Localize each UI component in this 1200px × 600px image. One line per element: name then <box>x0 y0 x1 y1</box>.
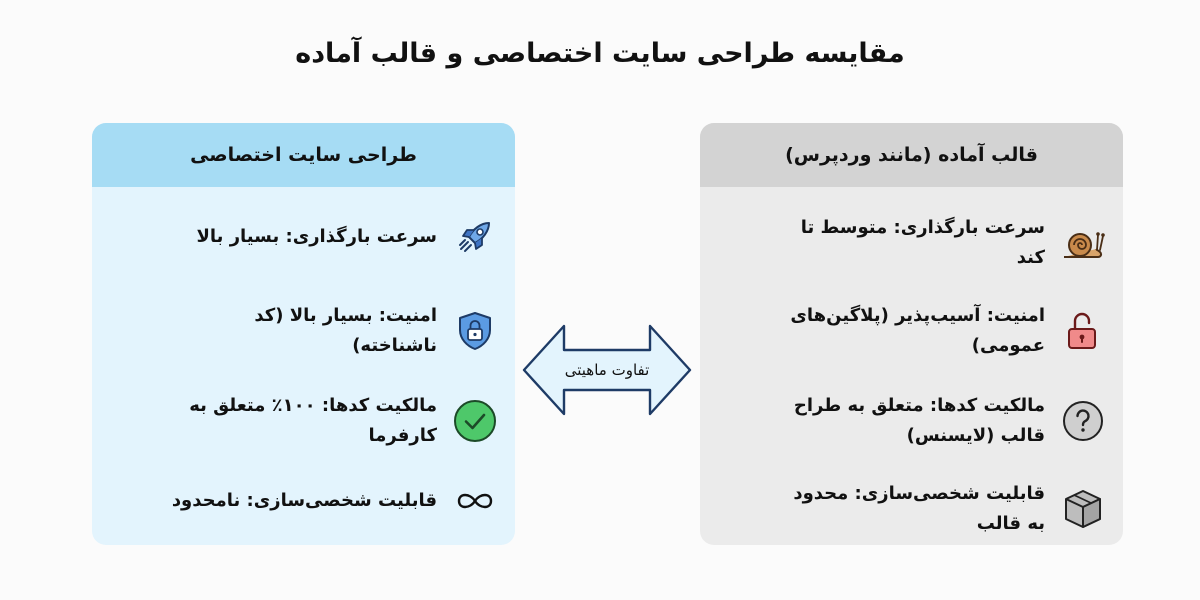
template-header: قالب آماده (مانند وردپرس) <box>700 123 1123 187</box>
template-ownership-text: مالکیت کدها: متعلق به طراح قالب (لایسنس) <box>793 395 1045 446</box>
custom-speed-item <box>169 213 499 261</box>
infinity-icon <box>451 477 499 525</box>
template-speed-text: سرعت بارگذاری: متوسط تا کند <box>800 217 1045 268</box>
template-customization-item <box>777 479 1107 539</box>
template-customization-text: قابلیت شخصی‌سازی: محدود به قالب <box>793 483 1045 534</box>
rocket-icon <box>451 213 499 261</box>
unlocked-padlock-icon <box>1059 307 1107 355</box>
custom-speed-text: سرعت بارگذاری: بسیار بالا <box>196 226 437 247</box>
custom-customization-text: قابلیت شخصی‌سازی: نامحدود <box>171 490 437 511</box>
shield-lock-icon <box>451 307 499 355</box>
custom-security-text: امنیت: بسیار بالا (کد ناشناخته) <box>254 305 437 356</box>
question-circle-icon <box>1059 397 1107 445</box>
check-circle-icon <box>451 397 499 445</box>
snail-icon <box>1059 219 1107 267</box>
template-security-item <box>777 301 1107 361</box>
difference-label: تفاوت ماهیتی <box>564 361 650 379</box>
template-speed-item <box>777 213 1107 273</box>
template-security-text: امنیت: آسیب‌پذیر (پلاگین‌های عمومی) <box>790 305 1045 356</box>
custom-design-header: طراحی سایت اختصاصی <box>92 123 515 187</box>
template-panel <box>700 123 1123 545</box>
box-icon <box>1059 485 1107 533</box>
custom-customization-item <box>169 477 499 525</box>
page-title: مقایسه طراحی سایت اختصاصی و قالب آماده <box>295 38 905 69</box>
template-ownership-item <box>777 391 1107 451</box>
custom-design-panel <box>92 123 515 545</box>
custom-ownership-item <box>169 391 499 451</box>
custom-ownership-text: مالکیت کدها: ۱۰۰٪ متعلق به کارفرما <box>189 395 437 446</box>
custom-security-item <box>169 301 499 361</box>
